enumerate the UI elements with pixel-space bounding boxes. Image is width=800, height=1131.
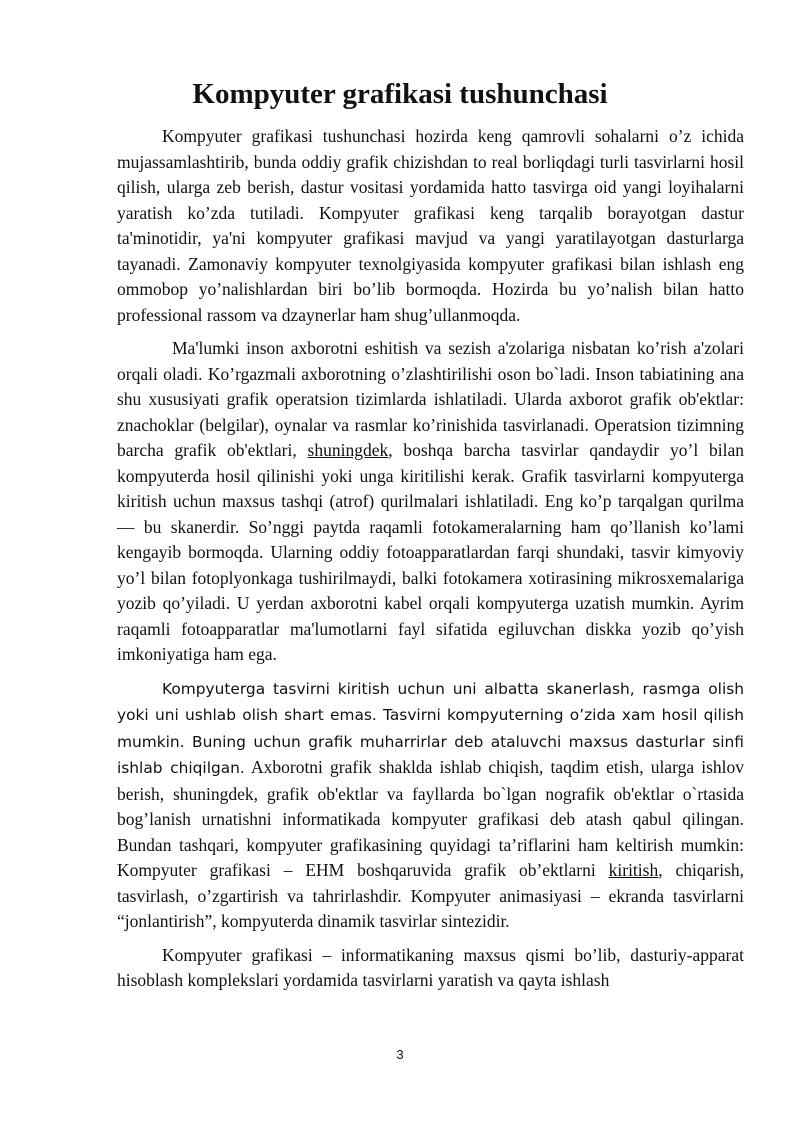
document-title: Kompyuter grafikasi tushunchasi xyxy=(192,78,608,110)
underlined-word-shuningdek: shuningdek xyxy=(307,440,389,460)
paragraph-3-text-b: , chiqarish, tasvirlash, o’zgartirish va tahrirlashdir. Kompyuter animasiyasi – ekranda tasvirlarni “jonlantirish”, kompyuterda dinamik tasvirlar sintezidir. xyxy=(117,860,745,931)
document-body xyxy=(117,124,744,994)
underlined-word-kiritish: kiritish xyxy=(608,860,659,880)
paragraph-3-sans-text: Kompyuterga tasvirni kiritish uchun uni albatta skanerlash, rasmga olish yoki uni ushlab olish shart emas. Tasvirni kompyuterning o’zida xam hosil qilish mumkin. Buning uchun grafik muharrirlar deb ataluvchi maxsus dasturlar sinfi ishlab chiqilgan. xyxy=(117,679,744,777)
paragraph-2-text-a: Ma'lumki inson axborotni eshitish va sezish a'zolariga nisbatan ko’rish a'zolari orqali oladi. Ko’rgazmali axborotning o’zlashtirilishi oson bo`ladi. Inson tabiatining ana shu xususiyati grafik operatsion tizimlarda ishlatiladi. Ularda axborot grafik ob'ektlar: znachoklar (belgilar), oynalar va rasmlar ko’rinishida tasvirlanadi. Operatsion tizimning barcha grafik ob'ektlari, xyxy=(117,338,744,460)
page-number: 3 xyxy=(396,1047,404,1062)
paragraph-4 xyxy=(117,943,744,994)
paragraph-4-text: Kompyuter grafikasi – informatikaning maxsus qismi bo’lib, dasturiy-apparat hisoblash komplekslari yordamida tasvirlarni yaratish va qayta ishlash xyxy=(117,944,744,990)
paragraph-1-text: Kompyuter grafikasi tushunchasi hozirda keng qamrovli sohalarni o’z ichida mujassamlashtirib, bunda oddiy grafik chizishdan to real borliqdagi turli tasvirlarni hosil qilish, ularga zeb berish, dastur vositasi yordamida hatto tasvirga oid yangi loyihalarni yaratish ko’zda tutiladi. Kompyuter grafikasi keng tarqalib borayotgan dastur ta'minotidir, ya'ni kompyuter grafikasi mavjud va yangi yaratilayotgan dasturlarga tayanadi. Zamonaviy kompyuter texnolgiyasida kompyuter grafikasi bilan ishlash eng ommobop yo’nalishlardan biri bo’lib bormoqda. Hozirda bu yo’nalish bilan hatto professional rassom va dzaynerlar ham shug’ullanmoqda. xyxy=(117,126,744,325)
paragraph-2 xyxy=(117,336,744,668)
paragraph-1 xyxy=(117,124,744,328)
paragraph-2-text-b: , boshqa barcha tasvirlar qandaydir yo’l bilan kompyuterda hosil qilinishi yoki unga kiritilishi kerak. Grafik tasvirlarni kompyuterga kiritish uchun maxsus tashqi (atrof) qurilmalari ishlatiladi. Eng ko’p tarqalgan qurilma — bu skanerdir. So’nggi paytda raqamli fotokameralarning ham qo’llanish ko’lami kengayib bormoqda. Ularning oddiy fotoapparatlardan farqi shundaki, tasvir kimyoviy yo’l bilan fotoplyonkaga tushirilmaydi, balki fotokamera xotirasining mikrosxemalariga yozib qo’yiladi. U yerdan axborotni kabel orqali kompyuterga uzatish mumkin. Ayrim raqamli fotoapparatlar ma'lumotlarni fayl sifatida egiluvchan diskka yozib qo’yish imkoniyatiga ham ega. xyxy=(117,440,745,664)
paragraph-3 xyxy=(117,676,744,935)
paragraph-3-text-a: Axborotni grafik shaklda ishlab chiqish, taqdim etish, ularga ishlov berish, shuningdek, grafik ob'ektlar va fayllarda bo`lgan nografik ob'ektlar o`rtasida bog’lanish urnatishni informatikada kompyuter grafikasi deb atash qabul qilingan. Bundan tashqari, kompyuter grafikasining quyidagi ta’riflarini ham keltirish mumkin: Kompyuter grafikasi – EHM boshqaruvida grafik ob’ektlarni xyxy=(117,757,744,880)
